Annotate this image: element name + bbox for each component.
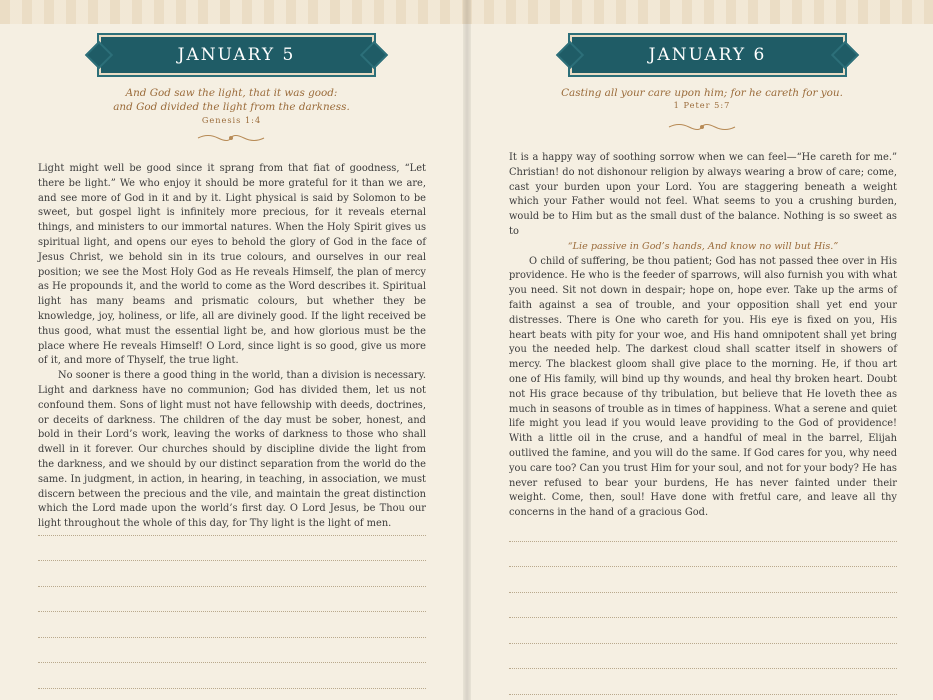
verse-line: And God saw the light, that it was good: [125,87,338,99]
note-line [509,618,897,644]
note-line [38,587,426,613]
ornament-flourish-icon [667,122,737,132]
scripture-reference: 1 Peter 5:7 [673,100,731,110]
note-line [38,510,426,536]
notes-lines [38,510,426,689]
note-line [509,593,897,619]
page-january-5 [0,0,463,700]
note-line [38,663,426,689]
note-line [509,516,897,542]
note-line [38,612,426,638]
date-heading: JANUARY 6 [648,45,767,65]
verse-line: Casting all your care upon him; for he careth for you. [561,87,843,99]
note-line [509,567,897,593]
scripture-reference: Genesis 1:4 [201,115,262,125]
note-line [38,561,426,587]
page-january-6 [471,0,933,700]
paragraph: No sooner is there a good thing in the world, than a division is necessary. Light and darkness have no communion; God has divided them, let us not confound them. Sons of light must not have fellowship with deeds, doctrines, or deceits of darkness. The children of the day must be sober, honest, and bold in their Lord’s work, leaving the works of darkness to those who shall dwell in it forever. Our churches should by discipline divide the light from the darkness, and we should by our distinct separation from the world do the same. In judgment, in action, in hearing, in teaching, in association, we must discern between the precious and the vile, and maintain the great distinction which the Lord made upon the world’s first day. O Lord Jesus, be Thou our light throughout the whole of this day, for Thy light is the light of men. [38,370,426,530]
date-banner [97,33,376,77]
hymn-quote: “Lie passive in God’s hands, And know no will but His.” [567,240,839,252]
paragraph: It is a happy way of soothing sorrow when we can feel—“He careth for me.” Christian! do not dishonour religion by always wearing a brow of care; come, cast your burden upon your Lord. You are staggering beneath a weight which your Father would not feel. What seems to you a crushing burden, would be to Him but as the small dust of the balance. Nothing is so sweet as to [509,152,897,237]
paragraph: Light might well be good since it sprang from that fiat of goodness, “Let there be light.” We who enjoy it should be more grateful for it than we are, and see more of God in it and by it. Light physical is said by Solomon to be sweet, but gospel light is infinitely more precious, for it reveals eternal things, and ministers to our immortal natures. When the Holy Spirit gives us spiritual light, and opens our eyes to behold the glory of God in the face of Jesus Christ, we behold sin in its true colours, and ourselves in our real position; we see the Most Holy God as He reveals Himself, the plan of mercy as He propounds it, and the world to come as the Word describes it. Spiritual light has many beams and prismatic colours, but whether they be knowledge, joy, holiness, or life, all are divinely good. If the light received be thus good, what must the essential light be, and how glorious must be the place where He reveals Himself! O Lord, since light is so good, give us more of it, and more of Thyself, the true light. [38,163,426,367]
date-heading: JANUARY 5 [177,45,296,65]
note-line [509,542,897,568]
book-gutter [463,0,471,700]
paragraph: O child of suffering, be thou patient; God has not passed thee over in His providence. He who is the feeder of sparrows, will also furnish you with what you need. Sit not down in despair; hope on, hope ever. Take up the arms of faith against a sea of trouble, and your opposition shall yet end your distresses. There is One who careth for you. His eye is fixed on you, His heart beats with pity for your woe, and His hand omnipotent shall yet bring you the needed help. The darkest cloud shall scatter itself in showers of mercy. The blackest gloom shall give place to the morning. He, if thou art one of His family, will bind up thy wounds, and heal thy broken heart. Doubt not His grace because of thy tribulation, but believe that He loveth thee as much in seasons of trouble as in times of happiness. What a serene and quiet life might you lead if you would leave providing to the God of providence! With a little oil in the cruse, and a handful of meal in the barrel, Elijah outlived the famine, and you will do the same. If God cares for you, why need you care too? Can you trust Him for your soul, and not for your body? He has never refused to bear your burdens, He has never fainted under their weight. Come, then, soul! Have done with fretful care, and leave all thy concerns in the hand of a gracious God. [509,255,897,519]
date-banner [568,33,847,77]
scripture-verse [0,86,463,114]
ornament-flourish-icon [196,133,266,143]
verse-line: and God divided the light from the darkness. [113,101,350,113]
devotional-text [38,162,426,532]
note-line [509,644,897,670]
scripture-verse [471,86,933,100]
notes-lines [509,516,897,695]
note-line [38,638,426,664]
note-line [38,536,426,562]
note-line [509,669,897,695]
devotional-text [509,151,897,521]
